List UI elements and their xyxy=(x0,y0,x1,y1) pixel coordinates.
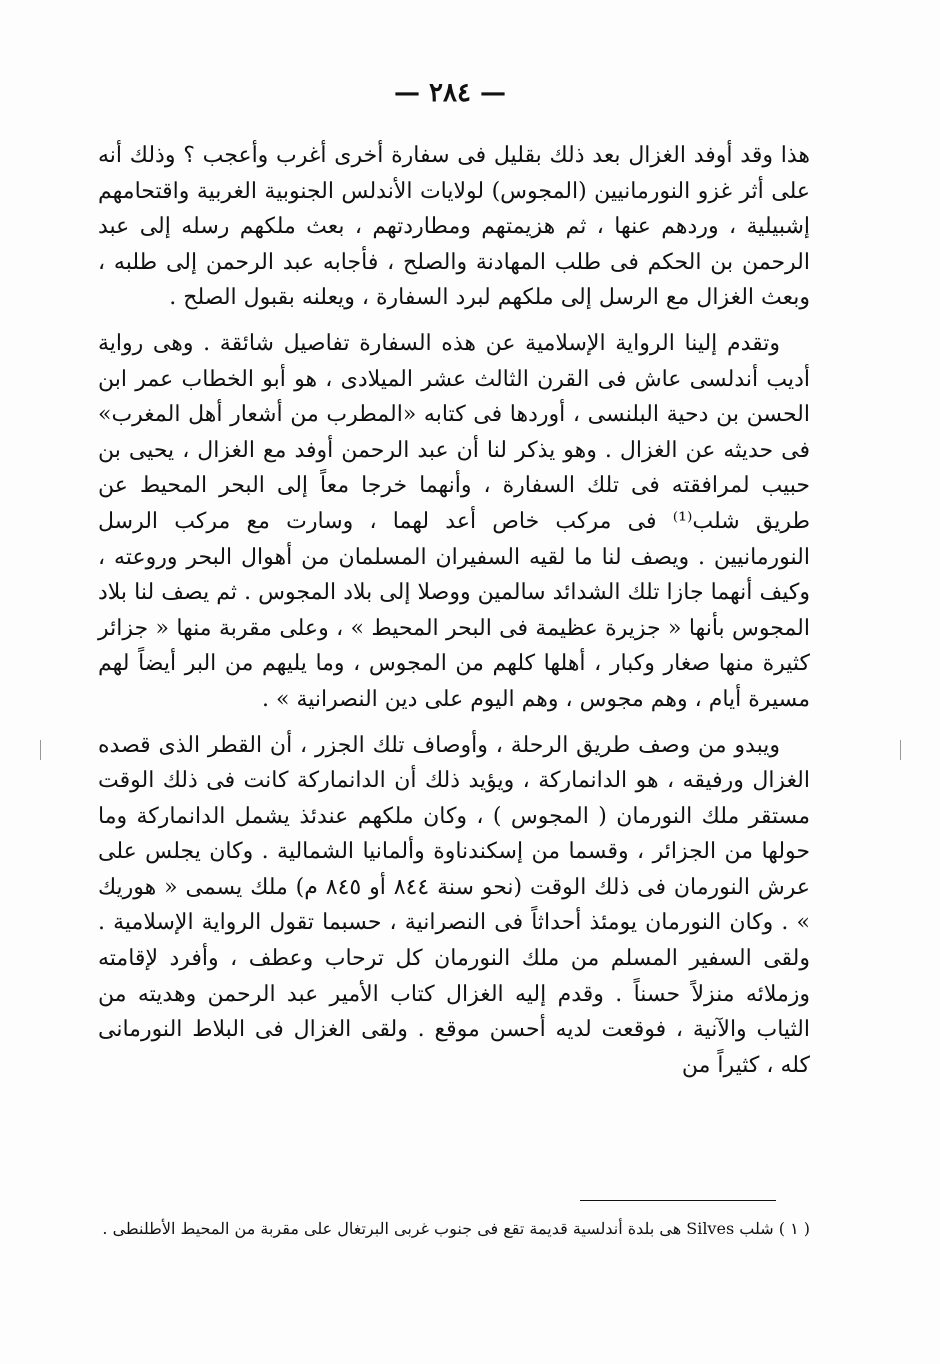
page-number: — ٢٨٤ — xyxy=(393,78,507,108)
margin-mark-left xyxy=(40,740,41,760)
footnote-divider xyxy=(580,1200,776,1201)
paragraph-1: هذا وقد أوفد الغزال بعد ذلك بقليل فى سفارة أخرى أغرب وأعجب ؟ وذلك أنه على أثر غزو النورمانيين (المجوس) لولايات الأندلس الجنوبية الغربية واقتحامهم إشبيلية ، وردهم عنها ، ثم هزيمتهم ومطاردتهم ، بعث ملكهم رسله إلى عبد الرحمن بن الحكم فى طلب المهادنة والصلح ، فأجابه عبد الرحمن إلى طلبه ، وبعث الغزال مع الرسل إلى ملكهم لبرد السفارة ، ويعلنه بقبول الصلح . xyxy=(98,143,810,311)
margin-mark-right xyxy=(900,740,901,760)
paragraph-2: وتقدم إلينا الرواية الإسلامية عن هذه السفارة تفاصيل شائقة . وهى رواية أديب أندلسى عاش فى القرن الثالث عشر الميلادى ، هو أبو الخطاب عمر ابن الحسن بن دحية البلنسى ، أوردها فى كتابه «المطرب من أشعار أهل المغرب» فى حديثه عن الغزال . وهو يذكر لنا أن عبد الرحمن أوفد مع الغزال ، يحيى بن حبيب لمرافقته فى تلك السفارة ، وأنهما خرجا معاً إلى البحر المحيط عن طريق شلب⁽¹⁾ فى مركب خاص أعد لهما ، وسارت مع مركب الرسل النورمانيين . ويصف لنا ما لقيه السفيران المسلمان من أهوال البحر وروعته ، وكيف أنهما جازا تلك الشدائد سالمين ووصلا إلى بلاد المجوس . ثم يصف لنا بلاد المجوس بأنها « جزيرة عظيمة فى البحر المحيط » ، وعلى مقربة منها « جزائر كثيرة منها صغار وكبار ، أهلها كلهم من المجوس ، وما يليهم من البر أيضاً لهم مسيرة أيام ، وهم مجوس ، وهم اليوم على دين النصرانية » . xyxy=(98,330,810,712)
body-text xyxy=(98,138,810,1093)
paragraph-3: ويبدو من وصف طريق الرحلة ، وأوصاف تلك الجزر ، أن القطر الذى قصده الغزال ورفيقه ، هو الدانماركة ، ويؤيد ذلك أن الدانماركة كانت فى ذلك الوقت مستقر ملك النورمان ( المجوس ) ، وكان ملكهم عندئذ يشمل الدانماركة وما حولها من الجزائر ، وقسما من إسكندناوة وألمانيا الشمالية . وكان يجلس على عرش النورمان فى ذلك الوقت (نحو سنة ٨٤٤ أو ٨٤٥ م) ملك يسمى « هوريك » . وكان النورمان يومئذ أحداثاً فى النصرانية ، حسبما تقول الرواية الإسلامية . ولقى السفير المسلم من ملك النورمان كل ترحاب وعطف ، وأفرد لإقامته وزملائه منزلاً حسناً . وقدم إليه الغزال كتاب الأمير عبد الرحمن وهديته من الثياب والآنية ، فوقعت لديه أحسن موقع . ولقى الغزال فى البلاط النورمانى كله ، كثيراً من xyxy=(98,732,810,1078)
footnote: ( ١ ) شلب Silves هى بلدة أندلسية قديمة تقع فى جنوب غربى البرتغال على مقربة من المحيط الأطلنطى . xyxy=(102,1219,810,1238)
